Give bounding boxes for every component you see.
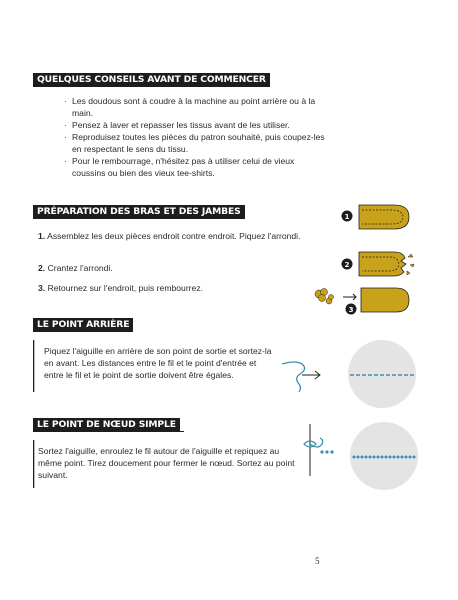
knot-dot [325, 450, 328, 453]
backstitch-heading: LE POINT ARRIÈRE [33, 318, 133, 332]
fabric-circle [350, 422, 418, 490]
stuffing-icon [329, 295, 334, 300]
knot-dot [320, 450, 323, 453]
backstitch-heading-rule [33, 331, 118, 332]
tips-item: · Les doudous sont à coudre à la machine au point arrière ou à la main. [64, 95, 326, 119]
arrow-right-icon [343, 294, 356, 300]
knot-stitch-heading-rule [33, 431, 184, 432]
tips-heading-rule [33, 86, 226, 87]
step-badge-label: 3 [348, 306, 354, 314]
knot-stitch-text-rule [33, 440, 36, 488]
arrow-right-icon [302, 371, 320, 379]
knot-stitch-figure [298, 420, 420, 492]
step-number: 3. [38, 283, 46, 293]
arms-legs-heading: PRÉPARATION DES BRAS ET DES JAMBES [33, 205, 245, 219]
step-badge-label: 1 [344, 213, 350, 221]
tips-item: · Pour le rembourrage, n'hésitez pas à utiliser celui de vieux coussins ou bien des vieux tee-shirts. [64, 155, 326, 179]
knot-stitch-text: Sortez l'aiguille, enroulez le fil autour de l'aiguille et repiquez au même point. Tirez doucement pour fermer le nœud. Sortez au point suivant. [38, 446, 295, 480]
step-3 [38, 282, 318, 294]
fabric-piece-sewn [359, 205, 409, 229]
arms-legs-heading-rule [33, 218, 216, 219]
step-2 [38, 262, 318, 274]
step-text: Crantez l'arrondi. [47, 263, 113, 273]
stuffing-icon [319, 295, 326, 302]
knot-stitch-heading: LE POINT DE NŒUD SIMPLE [33, 418, 180, 432]
fabric-scraps-icon [407, 254, 414, 275]
thread-icon [310, 438, 323, 447]
tips-list [64, 95, 326, 179]
step-number: 1. [38, 231, 46, 241]
stuffing-figure [313, 287, 335, 307]
arms-legs-figure [340, 202, 420, 320]
tips-heading: QUELQUES CONSEILS AVANT DE COMMENCER [33, 73, 270, 87]
tips-item: · Pensez à laver et repasser les tissus avant de les utiliser. [64, 119, 326, 131]
knot-dot [330, 450, 333, 453]
fabric-piece-turned [361, 288, 409, 312]
step-text: Assemblez les deux pièces endroit contre endroit. Piquez l'arrondi. [47, 231, 301, 241]
page-number: 5 [315, 556, 320, 566]
step-1 [38, 230, 318, 242]
step-number: 2. [38, 263, 46, 273]
step-badge-label: 2 [344, 261, 350, 269]
backstitch-text: Piquez l'aiguille en arrière de son point de sortie et sortez-la en avant. Les distances entre le fil et le point d'entrée et entre le fil et le point de sortie doivent être égales. [44, 346, 272, 380]
fabric-circle [348, 340, 416, 408]
tips-item: · Reproduisez toutes les pièces du patron souhaité, puis coupez-les en respectant le sens du tissu. [64, 131, 326, 155]
backstitch-figure [282, 338, 418, 410]
thread-icon [282, 362, 305, 392]
step-text: Retournez sur l'endroit, puis rembourrez. [47, 283, 204, 293]
backstitch-text-rule [33, 340, 36, 392]
